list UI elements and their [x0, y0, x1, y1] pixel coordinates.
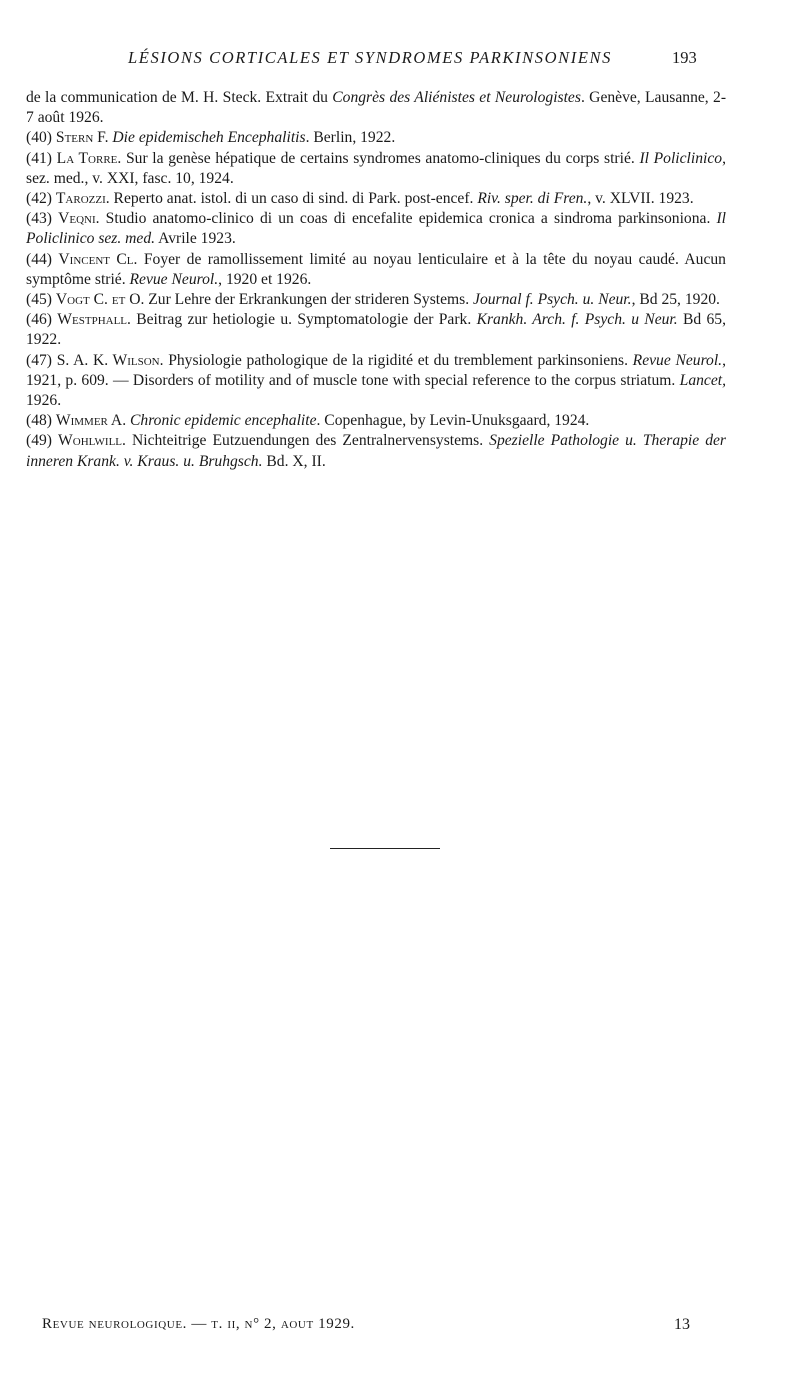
reference-41: (41) La Torre. Sur la genèse hépatique de certains syndromes anatomo-cliniques du corps strié. Il Policlinico, sez. med., v. XXI, fasc. 10, 1924. — [26, 149, 726, 187]
reference-continuation: de la communication de M. H. Steck. Extrait du Congrès des Aliénistes et Neurologistes. Genève, Lausanne, 2-7 août 1926. — [26, 89, 727, 127]
footer-journal: Revue neurologique. — [42, 1316, 187, 1332]
reference-40: (40) Stern F. Die epidemischeh Encephalitis. Berlin, 1922. — [26, 129, 396, 147]
running-title: LÉSIONS CORTICALES ET SYNDROMES PARKINSONIENS — [128, 48, 612, 67]
reference-42: (42) Tarozzi. Reperto anat. istol. di un caso di sind. di Park. post-encef. Riv. sper. di Fren., v. XLVII. 1923. — [26, 190, 694, 208]
reference-49: (49) Wohlwill. Nichteitrige Eutzuendungen des Zentralnervensystems. Spezielle Pathologie u. Therapie der inneren Krank. v. Kraus. u. Bruhgsch. Bd. X, II. — [26, 432, 726, 470]
page-number: 193 — [672, 48, 697, 67]
reference-45: (45) Vogt C. et O. Zur Lehre der Erkrankungen der strideren Systems. Journal f. Psych. u. Neur., Bd 25, 1920. — [26, 291, 720, 309]
section-end-rule — [330, 848, 440, 849]
footer-folio: 13 — [674, 1316, 690, 1333]
page-footer — [42, 1316, 692, 1333]
reference-list — [26, 88, 726, 472]
reference-44: (44) Vincent Cl. Foyer de ramollissement limité au noyau lenticulaire et à la tête du noyau caudé. Aucun symptôme strié. Revue Neurol., 1920 et 1926. — [26, 250, 726, 288]
reference-48: (48) Wimmer A. Chronic epidemic encephalite. Copenhague, by Levin-Unuksgaard, 1924. — [26, 412, 590, 430]
reference-46: (46) Westphall. Beitrag zur hetiologie u. Symptomatologie der Park. Krankh. Arch. f. Psych. u Neur. Bd 65, 1922. — [26, 311, 726, 349]
footer-volume: — t. ii, n° 2, aout 1929. — [187, 1316, 355, 1332]
reference-47: (47) S. A. K. Wilson. Physiologie pathologique de la rigidité et du tremblement parkinsoniens. Revue Neurol., 1921, p. 609. — Disorders of motility and of muscle tone with special reference to the corpus striatum. Lancet, 1926. — [26, 351, 726, 410]
reference-43: (43) Veqni. Studio anatomo-clinico di un coas di encefalite epidemica cronica a sindroma parkinsoniona. Il Policlinico sez. med. Avrile 1923. — [26, 210, 726, 248]
